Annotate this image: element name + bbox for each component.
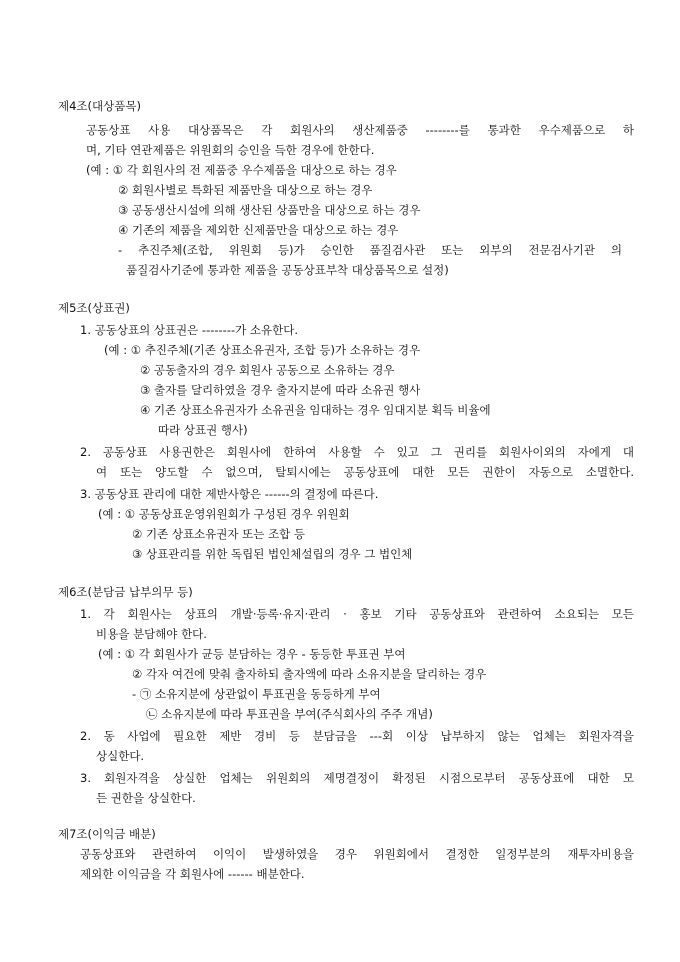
- article-5-item-3-example-1: (예 : ① 공동상표운영위원회가 구성된 경우 위원회: [98, 507, 350, 521]
- article-6-item-3-line-1: 3. 회원자격을 상실한 업체는 위원회의 제명결정이 확정된 시점으로부터 공동상표에 대한 모: [80, 771, 634, 785]
- article-6-heading: 제6조(분담금 납부의무 등): [58, 585, 193, 599]
- article-6-item-3-line-2: 든 권한을 상실한다.: [96, 791, 196, 805]
- article-5-item-2-line-2: 여 또는 양도할 수 없으며, 탈퇴시에는 공동상표에 대한 모든 권한이 자동으로 소멸한다.: [96, 465, 634, 479]
- article-6-item-2-line-2: 상실한다.: [96, 749, 145, 763]
- article-5-heading: 제5조(상표권): [58, 301, 130, 315]
- article-7-line-2: 제외한 이익금을 각 회원사에 ------ 배분한다.: [80, 867, 305, 881]
- article-4-line-1: 공동상표 사용 대상품목은 각 회원사의 생산제품중 --------를 통과한 우수제품으로 하: [86, 123, 634, 137]
- article-4-example-3: ③ 공동생산시설에 의해 생산된 상품만을 대상으로 하는 경우: [118, 203, 421, 217]
- article-5-item-1-example-3: ③ 출자를 달리하였을 경우 출자지분에 따라 소유권 행사: [140, 383, 421, 397]
- article-5-item-3: 3. 공동상표 관리에 대한 제반사항은 ------의 결정에 따른다.: [80, 487, 379, 501]
- article-4-line-2: 며, 기타 연관제품은 위원회의 승인을 득한 경우에 한한다.: [86, 143, 375, 157]
- article-6-example-4: ㉡ 소유지분에 따라 투표권을 부여(주식회사의 주주 개념): [146, 707, 433, 721]
- article-4-example-6: 품질검사기준에 통과한 제품을 공동상표부착 대상품목으로 설정): [126, 263, 449, 277]
- article-6-item-1-line-1: 1. 각 회원사는 상표의 개발·등록·유지·관리 · 홍보 기타 공동상표와 관련하여 소요되는 모든: [80, 607, 634, 621]
- article-6-example-3: - ㉠ 소유지분에 상관없이 투표권을 동등하게 부여: [132, 687, 381, 701]
- article-6-item-2-line-1: 2. 동 사업에 필요한 제반 경비 등 분담금을 ---회 이상 납부하지 않는 업체는 회원자격을: [80, 729, 634, 743]
- article-6-example-1: (예 : ① 각 회원사가 균등 분담하는 경우 - 동등한 투표권 부여: [98, 647, 406, 661]
- article-7-line-1: 공동상표와 관련하여 이익이 발생하였을 경우 위원회에서 결정한 일정부분의 재투자비용을: [80, 847, 634, 861]
- article-5-item-3-example-2: ② 기존 상표소유권자 또는 조합 등: [132, 527, 306, 541]
- article-4-example-1: (예 : ① 각 회원사의 전 제품중 우수제품을 대상으로 하는 경우: [86, 163, 397, 177]
- article-5-item-2-line-1: 2. 공동상표 사용권한은 회원사에 한하여 사용할 수 있고 그 권리를 회원사이외의 자에게 대: [80, 445, 634, 459]
- article-6-example-2: ② 각자 여건에 맞춰 출자하되 출자액에 따라 소유지분을 달리하는 경우: [132, 667, 487, 681]
- article-6-item-1-line-2: 비용을 분담해야 한다.: [96, 627, 207, 641]
- article-5-item-1: 1. 공동상표의 상표권은 --------가 소유한다.: [80, 323, 298, 337]
- article-7-heading: 제7조(이익금 배분): [58, 827, 156, 841]
- article-5-item-3-example-3: ③ 상표관리를 위한 독립된 법인체설립의 경우 그 법인체: [132, 547, 413, 561]
- article-5-item-1-example-2: ② 공동출자의 경우 회원사 공동으로 소유하는 경우: [140, 363, 395, 377]
- article-5-item-1-example-4: ④ 기존 상표소유권자가 소유권을 임대하는 경우 임대지분 획득 비율에: [140, 403, 491, 417]
- article-5-item-1-example-5: 따라 상표권 행사): [158, 423, 248, 437]
- article-5-item-1-example-1: (예 : ① 추진주체(기존 상표소유권자, 조합 등)가 소유하는 경우: [104, 343, 421, 357]
- article-4-example-4: ④ 기존의 제품을 제외한 신제품만을 대상으로 하는 경우: [118, 223, 399, 237]
- article-4-example-5: - 추진주체(조합, 위원회 등)가 승인한 품질검사관 또는 외부의 전문검사기관 의: [118, 243, 622, 257]
- article-4-example-2: ② 회원사별로 특화된 제품만을 대상으로 하는 경우: [118, 183, 373, 197]
- article-4-heading: 제4조(대상품목): [58, 99, 141, 113]
